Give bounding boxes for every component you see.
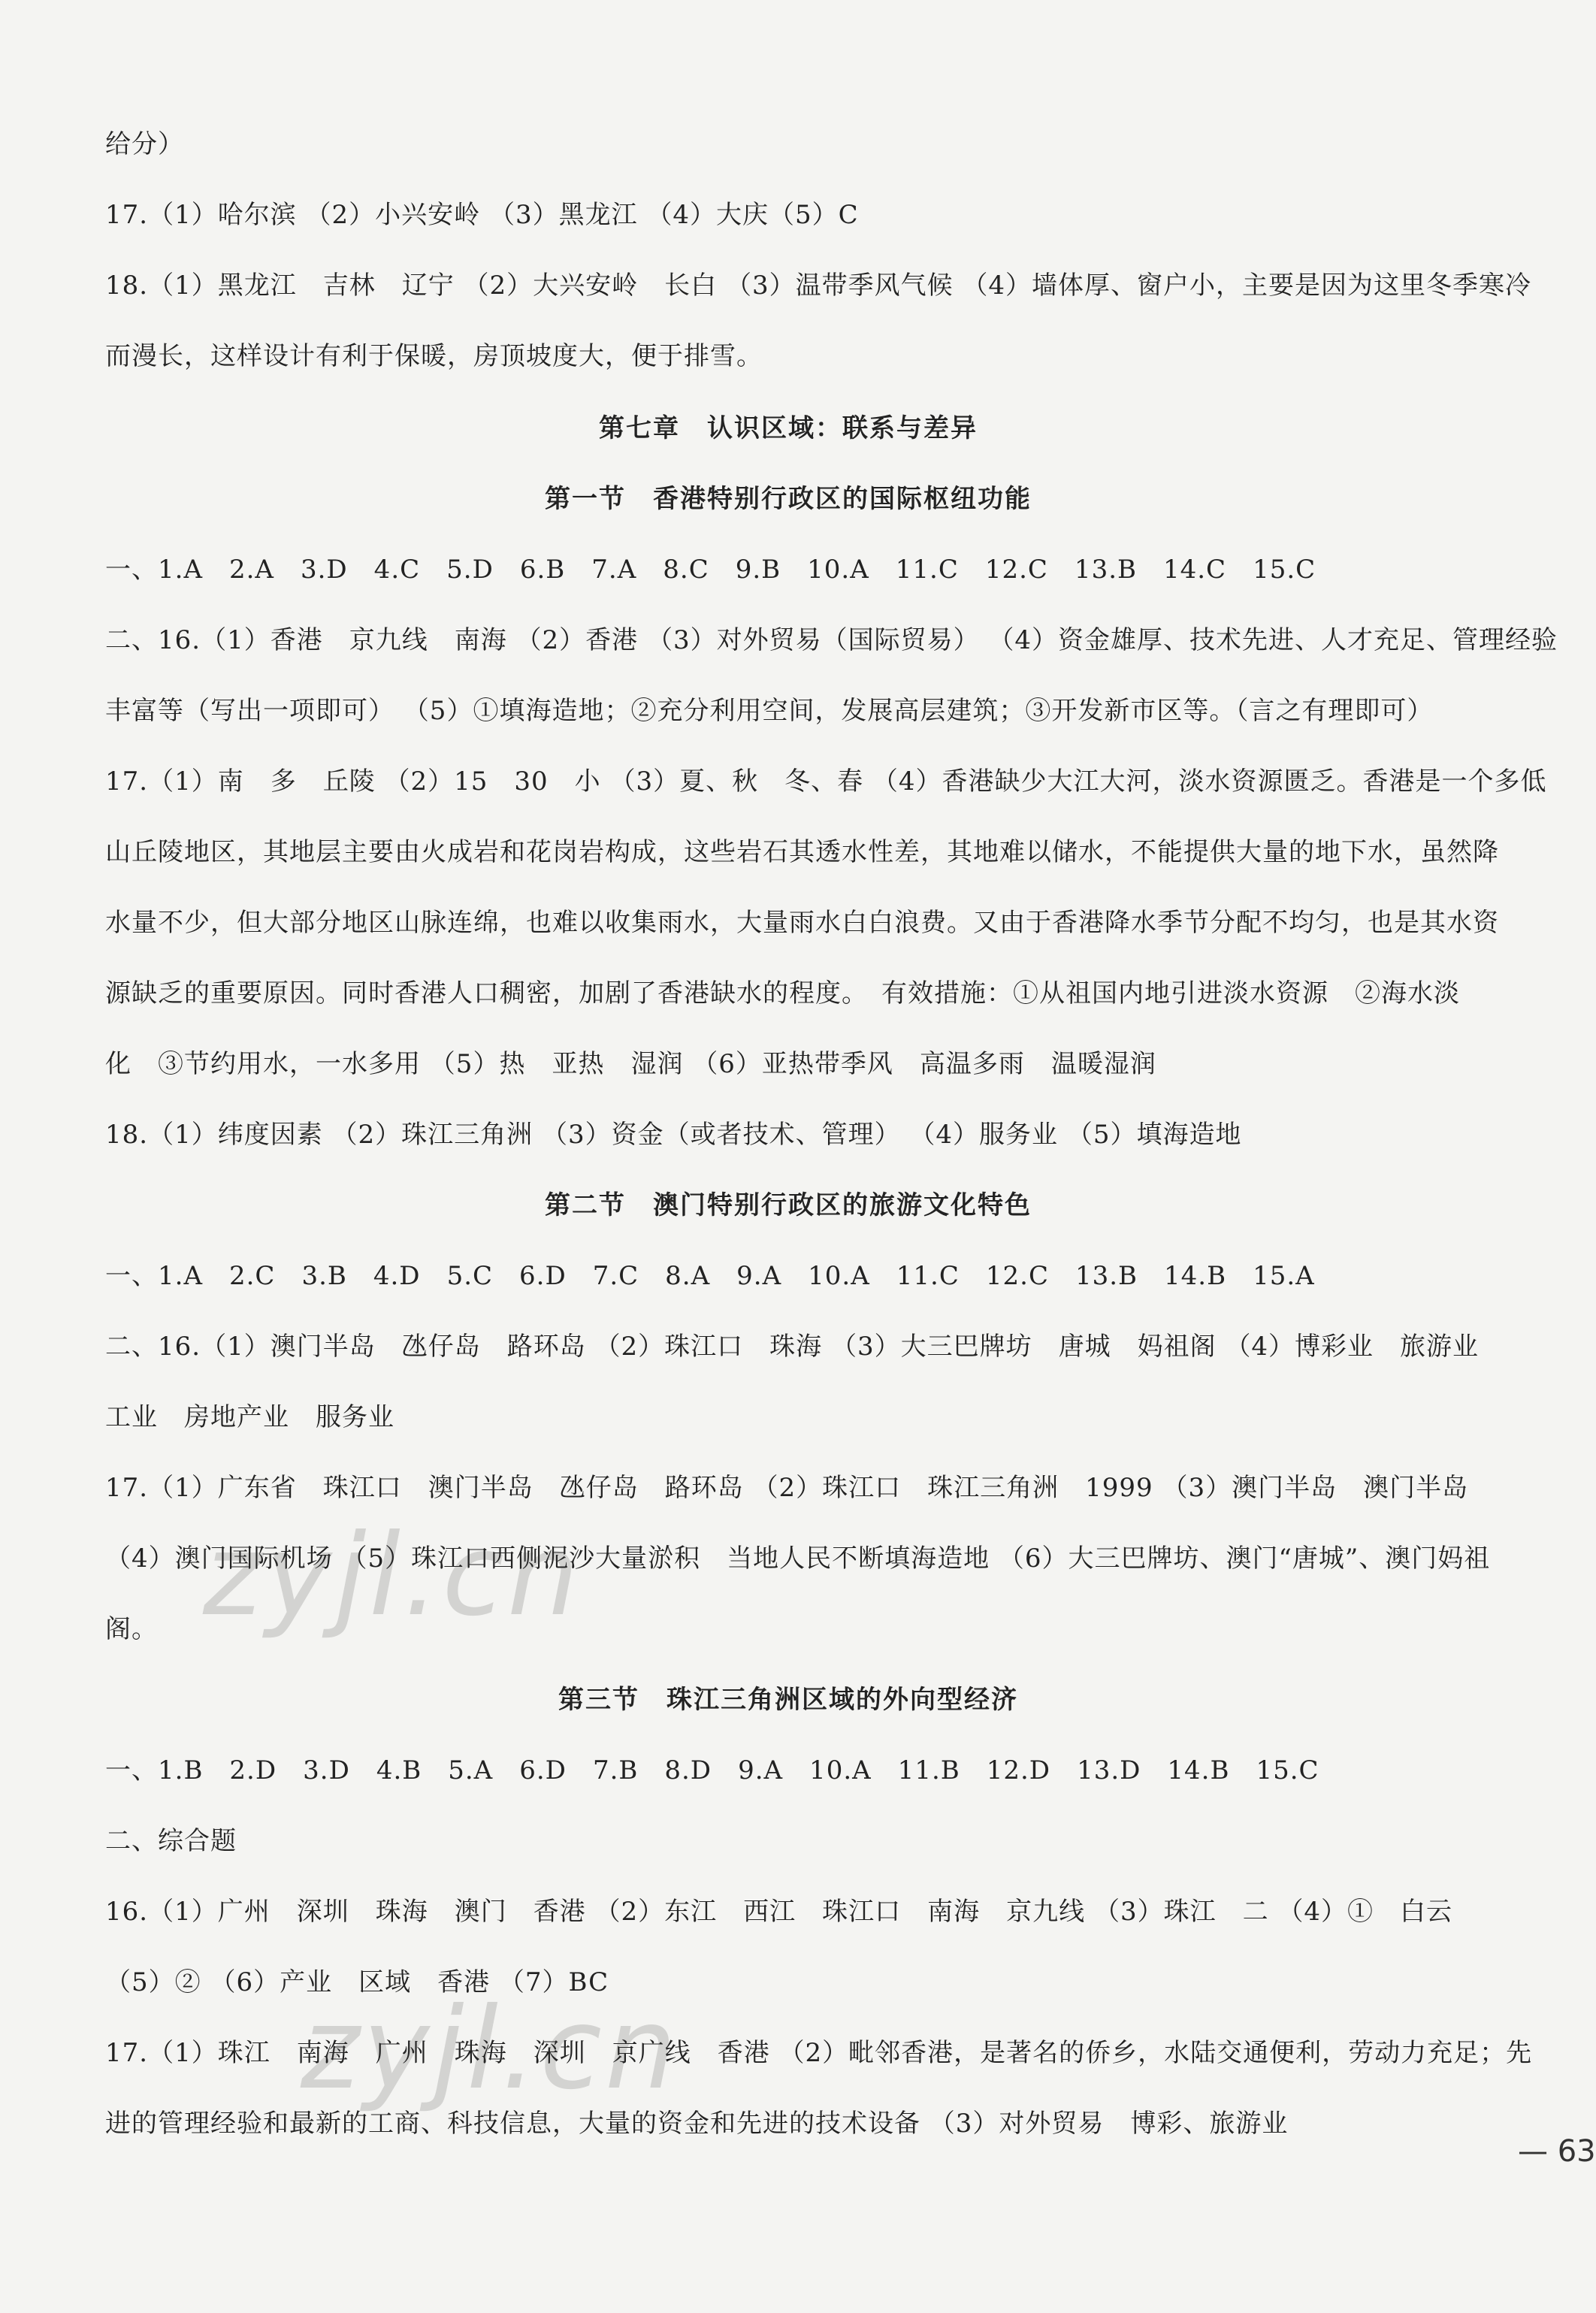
text-line: 一、1.A 2.A 3.D 4.C 5.D 6.B 7.A 8.C 9.B 10.A 11.C 12.C 13.B 14.C 15.C [105, 555, 1316, 585]
text-line: 而漫长，这样设计有利于保暖，房顶坡度大，便于排雪。 [105, 341, 763, 371]
text-line: 一、1.B 2.D 3.D 4.B 5.A 6.D 7.B 8.D 9.A 10.A 11.B 12.D 13.D 14.B 15.C [105, 1755, 1319, 1785]
text-line: 进的管理经验和最新的工商、科技信息，大量的资金和先进的技术设备 （3）对外贸易 博彩、旅游业 [105, 2109, 1289, 2139]
text-line: 丰富等（写出一项即可） （5）①填海造地；②充分利用空间，发展高层建筑；③开发新市区等。（言之有理即可） [105, 696, 1434, 726]
watermark: zyjl.cn [203, 1510, 582, 1641]
text-line: 二、综合题 [105, 1826, 237, 1856]
chapter-title: 第七章 认识区域：联系与差异 [599, 413, 978, 443]
text-line: 源缺乏的重要原因。同时香港人口稠密，加剧了香港缺水的程度。 有效措施：①从祖国内地引进淡水资源 ②海水淡 [105, 978, 1460, 1008]
section-title: 第二节 澳门特别行政区的旅游文化特色 [545, 1190, 1032, 1220]
text-line: 给分） [105, 129, 184, 159]
text-line: 18.（1）纬度因素 （2）珠江三角洲 （3）资金（或者技术、管理） （4）服务业 （5）填海造地 [105, 1120, 1242, 1150]
text-line: 17.（1）珠江 南海 广州 珠海 深圳 京广线 香港 （2）毗邻香港，是著名的侨乡，水陆交通便利，劳动力充足；先 [105, 2038, 1533, 2068]
text-line: 17.（1）哈尔滨 （2）小兴安岭 （3）黑龙江 （4）大庆（5）C [105, 200, 859, 230]
text-line: 化 ③节约用水，一水多用 （5）热 亚热 湿润 （6）亚热带季风 高温多雨 温暖湿润 [105, 1049, 1156, 1079]
section-title: 第三节 珠江三角洲区域的外向型经济 [558, 1685, 1018, 1715]
page-number: — 63 [1518, 2134, 1596, 2169]
text-line: （4）澳门国际机场 （5）珠江口西侧泥沙大量淤积 当地人民不断填海造地 （6）大三巴牌坊、澳门“唐城”、澳门妈祖 [105, 1544, 1491, 1574]
text-line: 水量不少，但大部分地区山脉连绵，也难以收集雨水，大量雨水白白浪费。又由于香港降水季节分配不均匀，也是其水资 [105, 908, 1499, 938]
watermark: zyjl.cn [301, 1984, 680, 2115]
text-line: （5）② （6）产业 区域 香港 （7）BC [105, 1967, 609, 1997]
text-line: 阁。 [105, 1614, 158, 1644]
text-line: 16.（1）广州 深圳 珠海 澳门 香港 （2）东江 西江 珠江口 南海 京九线 （3）珠江 二 （4）① 白云 [105, 1897, 1453, 1927]
text-line: 17.（1）广东省 珠江口 澳门半岛 氹仔岛 路环岛 （2）珠江口 珠江三角洲 1999 （3）澳门半岛 澳门半岛 [105, 1473, 1469, 1503]
text-line: 二、16.（1）澳门半岛 氹仔岛 路环岛 （2）珠江口 珠海 （3）大三巴牌坊 唐城 妈祖阁 （4）博彩业 旅游业 [105, 1332, 1480, 1362]
section-title: 第一节 香港特别行政区的国际枢纽功能 [545, 484, 1032, 514]
text-line: 工业 房地产业 服务业 [105, 1402, 394, 1432]
text-line: 18.（1）黑龙江 吉林 辽宁 （2）大兴安岭 长白 （3）温带季风气候 （4）墙体厚、窗户小，主要是因为这里冬季寒冷 [105, 271, 1532, 301]
text-line: 一、1.A 2.C 3.B 4.D 5.C 6.D 7.C 8.A 9.A 10.A 11.C 12.C 13.B 14.B 15.A [105, 1261, 1315, 1291]
text-line: 山丘陵地区，其地层主要由火成岩和花岗岩构成，这些岩石其透水性差，其地难以储水，不能提供大量的地下水，虽然降 [105, 837, 1499, 867]
text-line: 二、16.（1）香港 京九线 南海 （2）香港 （3）对外贸易（国际贸易） （4）资金雄厚、技术先进、人才充足、管理经验 [105, 625, 1558, 655]
text-line: 17.（1）南 多 丘陵 （2）15 30 小 （3）夏、秋 冬、春 （4）香港缺少大江大河，淡水资源匮乏。香港是一个多低 [105, 766, 1547, 797]
